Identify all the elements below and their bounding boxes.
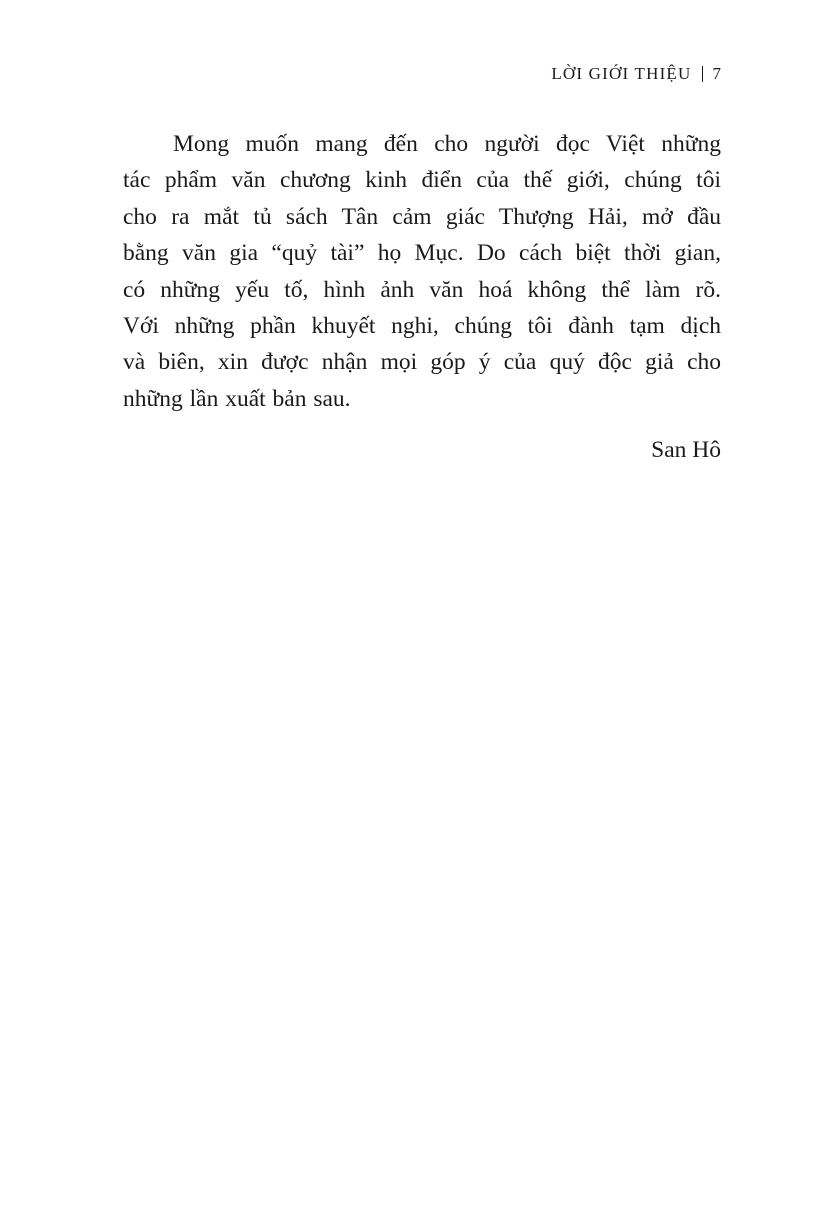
paragraph-line: Với những phần khuyết nghi, chúng tôi đành tạm dịch [123,313,721,340]
page-number: 7 [712,64,721,83]
paragraph-line: có những yếu tố, hình ảnh văn hoá không thể làm rõ. [123,276,721,303]
paragraph-line: cho ra mắt tủ sách Tân cảm giác Thượng Hải, mở đầu [123,203,721,230]
paragraph-line: và biên, xin được nhận mọi góp ý của quý độc giả cho [123,349,721,376]
paragraph-line: Mong muốn mang đến cho người đọc Việt những [173,131,721,157]
paragraph-line: bằng văn gia “quỷ tài” họ Mục. Do cách biệt thời gian, [123,240,721,267]
section-title: LỜI GIỚI THIỆU [551,64,692,83]
paragraph-line: tác phẩm văn chương kinh điển của thế giới, chúng tôi [123,167,721,194]
header-separator [702,66,703,82]
signature: San Hô [651,437,721,463]
body-paragraph [123,126,721,417]
running-header [551,64,721,84]
paragraph-line: những lần xuất bản sau. [123,385,351,412]
